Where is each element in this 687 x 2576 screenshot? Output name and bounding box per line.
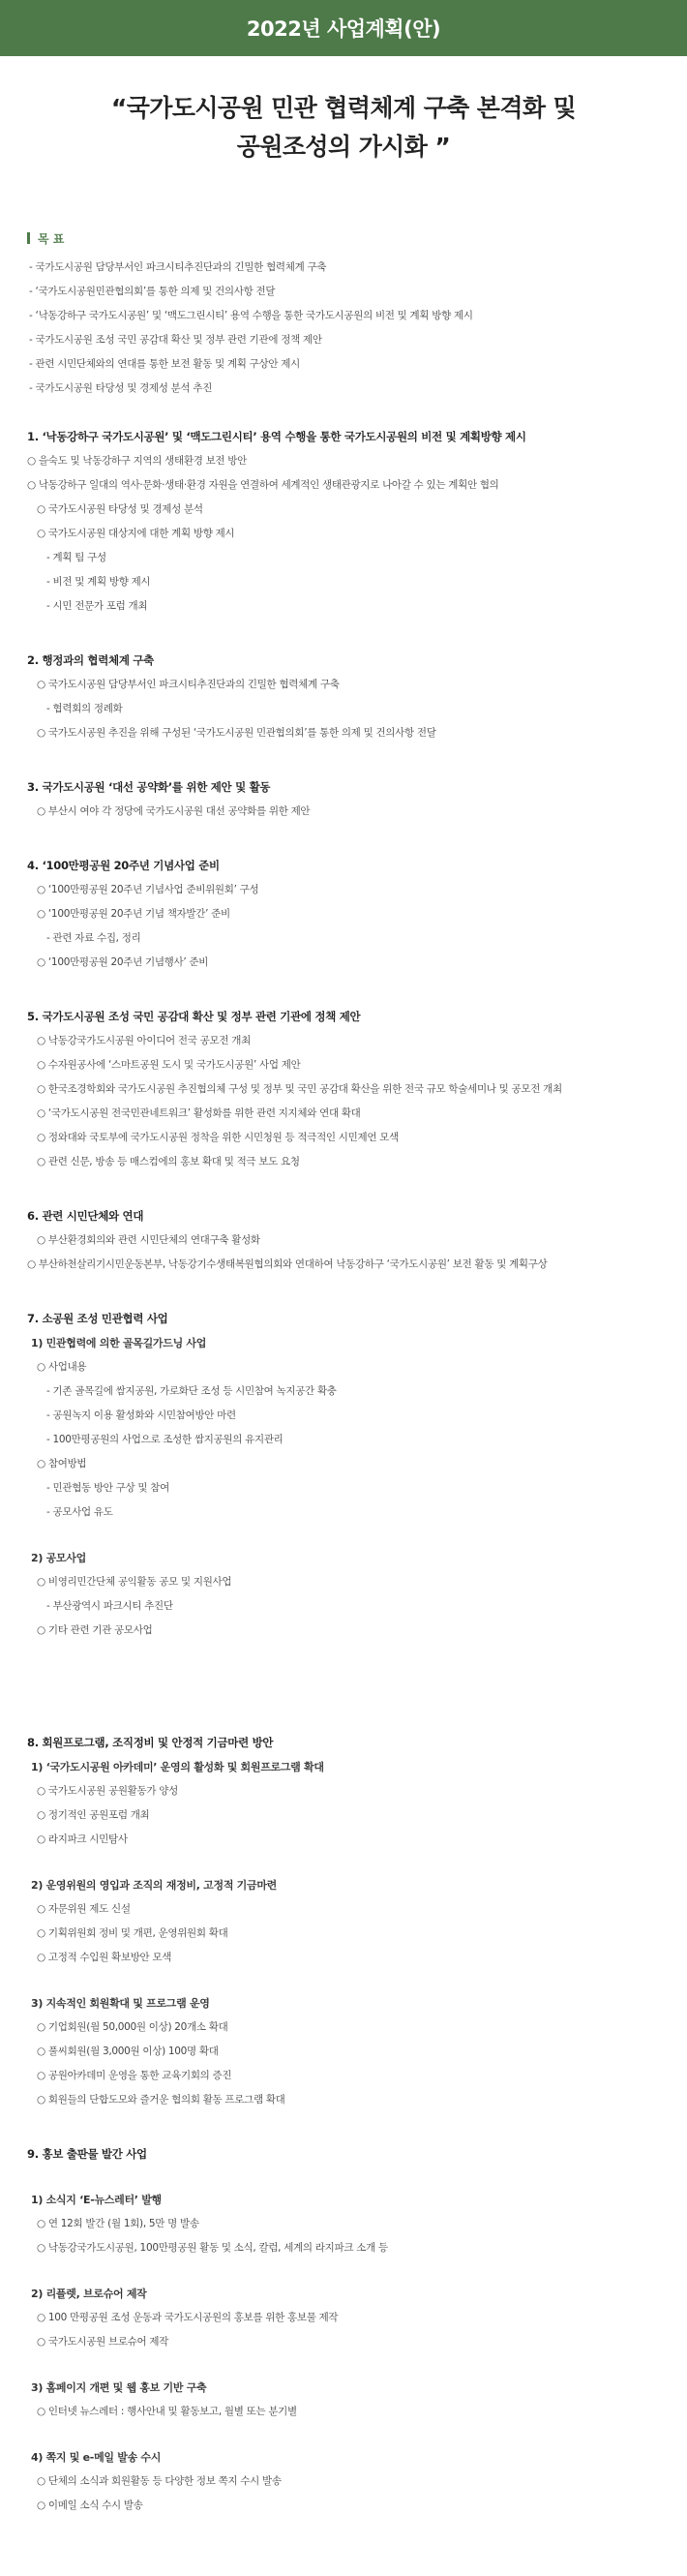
list-item: ○ 인터넷 뉴스레터 : 행사안내 및 활동보고, 월별 또는 분기별 <box>37 2406 297 2417</box>
spacer <box>27 2167 668 2188</box>
subsection-title: 2) 리플렛, 브로슈어 제작 <box>31 2288 147 2300</box>
section-title: 7. 소공원 조성 민관협력 사업 <box>27 1312 168 1325</box>
goal-heading <box>27 228 668 248</box>
section-1 <box>27 424 668 619</box>
title-line-2: 공원조성의 가시화 ” <box>236 133 451 161</box>
spacer <box>27 2354 668 2376</box>
list-item: ○ 정기적인 공원포럼 개최 <box>37 1809 150 1821</box>
goal-section <box>27 228 668 401</box>
section-title: 8. 회원프로그램, 조직정비 및 안정적 기금마련 방안 <box>27 1736 274 1749</box>
subsection-title: 4) 쪽지 및 e-메일 발송 수시 <box>31 2451 162 2464</box>
list-item: ○ 국가도시공원 대상지에 대한 계획 방향 제시 <box>37 528 235 539</box>
section-title: 6. 관련 시민단체와 연대 <box>27 1209 144 1223</box>
subsection-title: 3) 홈페이지 개편 및 웹 홍보 기반 구축 <box>31 2381 207 2394</box>
subsection-title: 2) 공모사업 <box>31 1552 86 1564</box>
list-item: ○ 단체의 소식과 회원활동 등 다양한 정보 쪽지 수시 발송 <box>37 2475 282 2487</box>
list-item: - 부산광역시 파크시티 추진단 <box>46 1600 173 1612</box>
list-item: ○ 사업내용 <box>37 1361 87 1373</box>
subsection-title: 1) 민관협력에 의한 골목길가드닝 사업 <box>31 1337 207 1349</box>
year-banner <box>0 0 687 56</box>
list-item: ○ 국가도시공원 담당부서인 파크시티추진단과의 긴밀한 협력체계 구축 <box>37 679 340 690</box>
list-item: ○ 회원들의 단합도모와 즐거운 협의회 활동 프로그램 확대 <box>37 2094 285 2106</box>
list-item: - 협력회의 정례화 <box>46 703 123 714</box>
spacer <box>27 1852 668 1873</box>
list-item: - 100만평공원의 사업으로 조성한 쌈지공원의 유지관리 <box>46 1434 284 1445</box>
subsection-title: 1) 소식지 ‘E-뉴스레터’ 발행 <box>31 2194 162 2206</box>
list-item: ○ 부산하천살리기시민운동본부, 낙동강기수생태복원협의회와 연대하여 낙동강하구 ‘국가도시공원’ 보전 활동 및 계획구상 <box>27 1258 548 1270</box>
list-item: ○ 기타 관련 기관 공모사업 <box>37 1624 153 1636</box>
goal-item: - 국가도시공원 담당부서인 파크시티추진단과의 긴밀한 협력체계 구축 <box>29 261 327 273</box>
list-item: ○ 국가도시공원 타당성 및 경제성 분석 <box>37 503 203 515</box>
goal-item: - ‘국가도시공원민관협의회’를 통한 의제 및 건의사항 전달 <box>29 286 276 297</box>
section-title: 5. 국가도시공원 조성 국민 공감대 확산 및 정부 관련 기관에 정책 제안 <box>27 1010 361 1023</box>
subsection-title: 3) 지속적인 회원확대 및 프로그램 운영 <box>31 1997 210 2010</box>
list-item: ○ 자문위원 제도 신설 <box>37 1903 131 1915</box>
list-item: ○ 비영리민간단체 공익활동 공모 및 지원사업 <box>37 1576 232 1588</box>
section-6 <box>27 1203 668 1277</box>
section-title: 3. 국가도시공원 ‘대선 공약화’를 위한 제안 및 활동 <box>27 780 271 794</box>
list-item: ○ 국가도시공원 브로슈어 제작 <box>37 2336 169 2348</box>
title-line-1: “국가도시공원 민관 협력체계 구축 본격화 및 <box>110 94 577 122</box>
list-item: ○ 부산시 여야 각 정당에 국가도시공원 대선 공약화를 위한 제안 <box>37 805 311 817</box>
list-item: ○ 연 12회 발간 (월 1회), 5만 명 발송 <box>37 2218 199 2229</box>
list-item: ○ ‘100만평공원 20주년 기념사업 준비위원회’ 구성 <box>37 884 259 895</box>
list-item: - 기존 골목길에 쌈지공원, 가로화단 조성 등 시민참여 녹지공간 확충 <box>46 1385 337 1397</box>
goal-item: - 국가도시공원 조성 국민 공감대 확산 및 정부 관련 기관에 정책 제안 <box>29 334 322 346</box>
list-item: ○ 참여방법 <box>37 1458 87 1470</box>
list-item: ○ 풀씨회원(월 3,000원 이상) 100명 확대 <box>37 2046 219 2057</box>
spacer <box>27 2260 668 2282</box>
list-item: - 민관협동 방안 구상 및 참여 <box>46 1482 169 1494</box>
list-item: ○ 고정적 수입원 확보방안 모색 <box>37 1952 172 1963</box>
section-title: 4. ‘100만평공원 20주년 기념사업 준비 <box>27 859 220 872</box>
section-title: 1. ‘낙동강하구 국가도시공원’ 및 ‘맥도그린시티’ 용역 수행을 통한 국가도시공원의 비전 및 계획방향 제시 <box>27 430 526 443</box>
list-item: - 공원녹지 이용 활성화와 시민참여방안 마련 <box>46 1409 236 1421</box>
list-item: ○ 낙동강국가도시공원, 100만평공원 활동 및 소식, 칼럼, 세계의 라지파크 소개 등 <box>37 2242 388 2254</box>
section-4 <box>27 853 668 975</box>
banner-title: 2022년 사업계획(안) <box>246 17 441 41</box>
section-title: 2. 행정과의 협력체계 구축 <box>27 653 154 667</box>
list-item: ○ 정와대와 국토부에 국가도시공원 정착을 위한 시민청원 등 적극적인 시민제언 모색 <box>37 1132 399 1143</box>
spacer <box>27 2424 668 2445</box>
list-item: ○ 기업회원(월 50,000원 이상) 20개소 확대 <box>37 2021 228 2033</box>
spacer <box>27 1672 668 1720</box>
list-item: ○ 낙동강하구 일대의 역사·문화·생태·환경 자원을 연결하여 세계적인 생태관광지로 나아갈 수 있는 계획안 협의 <box>27 479 499 491</box>
section-7 <box>27 1306 668 1643</box>
plan-title <box>0 56 687 199</box>
list-item: ○ 한국조경학회와 국가도시공원 추진협의체 구성 및 정부 및 국민 공감대 확산을 위한 전국 규모 학술세미나 및 공모전 개최 <box>37 1083 562 1095</box>
list-item: ○ 낙동강국가도시공원 아이디어 전국 공모전 개최 <box>37 1035 251 1046</box>
goal-item: - 관련 시민단체와의 연대를 통한 보전 활동 및 계획 구상안 제시 <box>29 358 300 370</box>
list-item: ○ 관련 신문, 방송 등 매스컴에의 홍보 확대 및 적극 보도 요청 <box>37 1156 300 1167</box>
goal-item: - 국가도시공원 타당성 및 경제성 분석 추진 <box>29 382 213 394</box>
list-item: - 공모사업 유도 <box>46 1506 113 1518</box>
list-item: ○ 기획위원회 정비 및 개편, 운영위원회 확대 <box>37 1927 228 1939</box>
list-item: ○ 이메일 소식 수시 발송 <box>37 2500 143 2511</box>
section-title: 9. 홍보 출판물 발간 사업 <box>27 2147 147 2161</box>
goal-heading-text: 목 표 <box>38 231 65 246</box>
list-item: - 시민 전문가 포럼 개최 <box>46 600 148 612</box>
spacer <box>27 1970 668 1991</box>
list-item: ○ 부산환경회의와 관련 시민단체의 연대구축 활성화 <box>37 1234 260 1246</box>
section-3 <box>27 774 668 824</box>
list-item: ○ ‘100만평공원 20주년 기념 책자발간’ 준비 <box>37 908 230 920</box>
list-item: ○ ‘국가도시공원 전국민관네트워크’ 활성화를 위한 관련 지지체와 연대 확대 <box>37 1107 361 1119</box>
list-item: ○ 국가도시공원 추진을 위해 구성된 ‘국가도시공원 민관협의회’를 통한 의제 및 건의사항 전달 <box>37 727 436 739</box>
list-item: ○ 을숙도 및 낙동강하구 지역의 생태환경 보전 방안 <box>27 455 247 467</box>
section-9 <box>27 2141 668 2518</box>
plan-content <box>0 199 687 2576</box>
list-item: - 계획 팀 구성 <box>46 552 106 563</box>
spacer <box>27 1525 668 1546</box>
list-item: ○ 수자원공사에 ‘스마트공원 도시 및 국가도시공원’ 사업 제안 <box>37 1059 301 1071</box>
subsection-title: 1) ‘국가도시공원 아카데미’ 운영의 활성화 및 회원프로그램 확대 <box>31 1761 324 1773</box>
section-2 <box>27 648 668 745</box>
goal-bar-icon <box>27 232 30 244</box>
section-8 <box>27 1730 668 2112</box>
list-item: - 관련 자료 수집, 정리 <box>46 932 141 944</box>
section-5 <box>27 1004 668 1174</box>
list-item: ○ 국가도시공원 공원활동가 양성 <box>37 1785 178 1797</box>
list-item: ○ ‘100만평공원 20주년 기념행사’ 준비 <box>37 956 209 968</box>
list-item: ○ 100 만평공원 조성 운동과 국가도시공원의 홍보를 위한 홍보물 제작 <box>37 2312 339 2323</box>
list-item: ○ 라지파크 시민탐사 <box>37 1834 128 1845</box>
list-item: ○ 공원아카데미 운영을 통한 교육기회의 증진 <box>37 2070 232 2081</box>
goal-item: - ‘낙동강하구 국가도시공원’ 및 ‘맥도그린시티’ 용역 수행을 통한 국가도시공원의 비전 및 계획 방향 제시 <box>29 310 473 321</box>
list-item: - 비전 및 계획 방향 제시 <box>46 576 151 588</box>
subsection-title: 2) 운영위원의 영입과 조직의 재정비, 고정적 기금마련 <box>31 1879 277 1892</box>
